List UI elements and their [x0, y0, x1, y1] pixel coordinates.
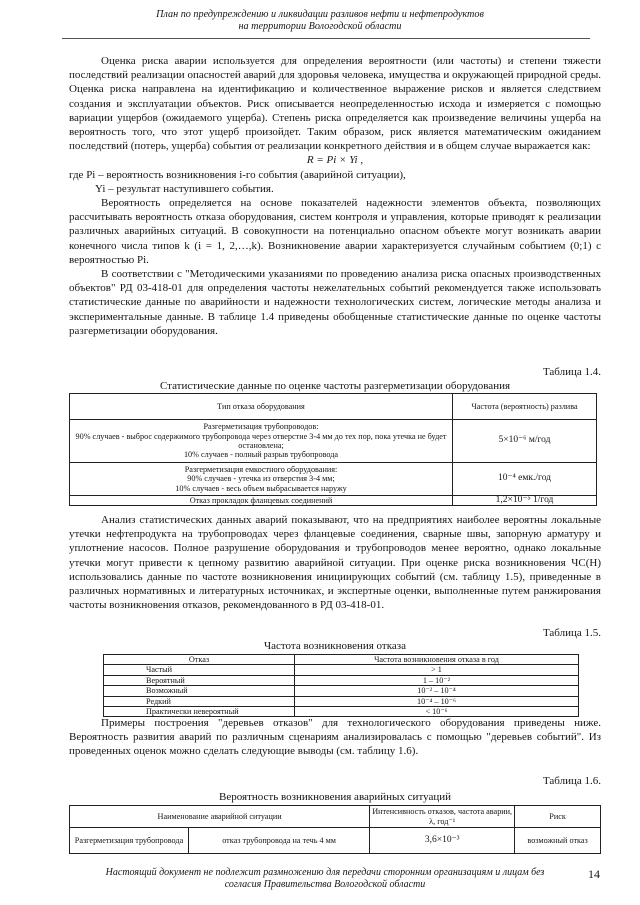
methodology-paragraph: В соответствии с "Методическими указаниями по проведению анализа риска опасных производственных объектов" РД 03-418-01 для определения частоты нежелательных событий рекомендуется также использовать статистические данные по аварийности и надежности технологических систем, логические методы анализа и экспериментальные данные. В таблице 1.4 приведены обобщенные статистические данные по оценке частоты разгерметизации оборудования. — [69, 268, 601, 337]
table-1-5-label: Таблица 1.5. — [542, 627, 601, 639]
table-cell: возможный отказ — [515, 828, 601, 854]
table-cell — [70, 463, 453, 496]
table-cell: 3,6×10⁻³ — [370, 828, 515, 854]
risk-formula: R = Pi × Yi , — [306, 154, 364, 167]
table-row — [104, 686, 579, 696]
header-line-2: на территории Вологодской области — [238, 21, 402, 32]
probability-paragraph: Вероятность определяется на основе показателей надежности элементов объекта, позволяющих рассчитывать вероятность отказа оборудования, систем контроля и управления, которые приводят к реализации различных аварийных ситуаций. В совокупности на потенциально опасном объекте могут возникать аварии конечного числа типов k (i = 1, 2,…,k). Возникновение аварии характеризуется случайным событием (0;1) с вероятностью Pi. — [69, 197, 601, 266]
table-cell: Отказ прокладок фланцевых соединений — [70, 496, 453, 506]
table-1-6 — [69, 805, 601, 854]
cell-line: Разгерметизация трубопроводов: — [203, 422, 319, 432]
cell-line: 10% случаев - весь объем выбрасывается наружу — [175, 483, 347, 493]
table-header-row — [70, 806, 601, 828]
table-cell: 1,2×10⁻⁵ 1/год — [453, 496, 597, 506]
col-header-failure: Отказ — [104, 655, 295, 665]
table-row — [70, 828, 601, 854]
page-header — [100, 9, 540, 33]
table-cell: 10⁻⁴ – 10⁻⁶ — [295, 696, 579, 706]
table-cell: 1 – 10⁻² — [295, 675, 579, 685]
table-cell: 5×10⁻⁶ м/год — [453, 420, 597, 463]
header-divider — [62, 38, 590, 39]
cell-line: 90% случаев - утечка из отверстия 3-4 мм; — [187, 474, 335, 484]
body-block-3 — [69, 716, 601, 759]
table-cell: 10⁻⁴ емк./год — [453, 463, 597, 496]
cell-line: Разгерметизация емкостного оборудования: — [184, 464, 338, 474]
table-1-4-label: Таблица 1.4. — [542, 366, 601, 378]
table-cell: Вероятный — [104, 675, 295, 685]
table-1-5 — [103, 654, 579, 717]
cell-line: 90% случаев - выброс содержимого трубопровода через отверстие 3-4 мм до тех пор, пока утечка не будет остановлена; — [75, 431, 447, 450]
col-header-failure-type: Тип отказа оборудования — [70, 394, 453, 420]
table-row — [70, 420, 597, 463]
body-block-2 — [69, 513, 601, 612]
table-cell: Частый — [104, 665, 295, 675]
intro-paragraph: Оценка риска аварии используется для определения вероятности (или частоты) и степени тяжести последствий реализации опасностей аварий для здоровья человека, имущества и окружающей природной среды. Оценка риска направлена на идентификацию и количественное выражение рисков и является следствием создания и эксплуатации объектов. Риск описывается неопределенностью исхода и измеряется с помощью вариации ущербов (ожидаемого ущерба). Степень риска определяется как произведение величины ущерба на вероятность того, что этот ущерб произойдет. Таким образом, риск является математическим ожиданием последствий (потерь, ущерба) события от реализации конкретного действия и в общем случае выражается как: — [69, 55, 601, 153]
table-1-4 — [69, 393, 597, 506]
table-row — [104, 675, 579, 685]
col-header-emergency: Наименование аварийной ситуации — [70, 806, 370, 828]
table-cell: Редкий — [104, 696, 295, 706]
col-header-intensity: Интенсивность отказов, частота аварии, λ, год⁻¹ — [370, 806, 515, 828]
col-header-failure-frequency: Частота возникновения отказа в год — [295, 655, 579, 665]
table-cell — [70, 420, 453, 463]
table-row — [104, 665, 579, 675]
formula-where-1: где Pi – вероятность возникновения i-го события (аварийной ситуации), — [69, 168, 406, 181]
table-cell: < 10⁻⁶ — [295, 707, 579, 717]
header-line-1: План по предупреждению и ликвидации разливов нефти и нефтепродуктов — [156, 9, 484, 20]
table-cell: 10⁻² – 10⁻⁴ — [295, 686, 579, 696]
table-cell: Практически невероятный — [104, 707, 295, 717]
table-header-row — [70, 394, 597, 420]
body-block-1 — [69, 54, 601, 338]
cell-line: 10% случаев - полный разрыв трубопровода — [183, 450, 339, 460]
table-1-6-label: Таблица 1.6. — [542, 775, 601, 787]
table-row — [70, 463, 597, 496]
page-number: 14 — [588, 867, 600, 881]
table-cell: Разгерметизация трубопровода — [70, 828, 189, 854]
table-cell: Возможный — [104, 686, 295, 696]
table-header-row — [104, 655, 579, 665]
table-cell: отказ трубопровода на течь 4 мм — [189, 828, 370, 854]
table-1-6-caption: Вероятность возникновения аварийных ситуаций — [219, 791, 451, 803]
analysis-paragraph: Анализ статистических данных аварий показывают, что на предприятиях наиболее вероятны локальные утечки нефтепродукта на трубопроводах через фланцевые соединения, сварные швы, запорную арматуру и уплотнение насосов. Полное разрушение оборудования и трубопроводов менее вероятно, однако локальные утечки могут привести к цепному развитию аварийной ситуации. При оценке риска возникновения ЧС(Н) использовались данные по частоте возникновения инициирующих событий (см. таблицу 1.5), приведенные в различных нормативных и литературных источниках, и экспертные оценки, выполненные путем ранжирования частоты возникновения отказов, рекомендованного в РД 03-418-01. — [69, 514, 601, 612]
table-cell: > 1 — [295, 665, 579, 675]
fault-trees-paragraph: Примеры построения "деревьев отказов" для технологического оборудования приведены ниже. Вероятность развития аварий по различным сценариям анализировалась с помощью "деревьев событий". Из проведенных оценок можно сделать следующие выводы (см. таблицу 1.6). — [69, 717, 601, 758]
table-row — [70, 496, 597, 506]
table-1-4-caption: Статистические данные по оценке частоты разгерметизации оборудования — [159, 380, 511, 392]
formula-where-2: Yi – результат наступившего события. — [95, 182, 274, 195]
table-row — [104, 696, 579, 706]
table-1-5-caption: Частота возникновения отказа — [263, 640, 407, 652]
page-footer: Настоящий документ не подлежит размножению для передачи сторонним организациям и лицам без согласия Правительства Вологодской области — [105, 867, 545, 890]
col-header-frequency: Частота (вероятность) разлива — [453, 394, 597, 420]
col-header-risk: Риск — [515, 806, 601, 828]
